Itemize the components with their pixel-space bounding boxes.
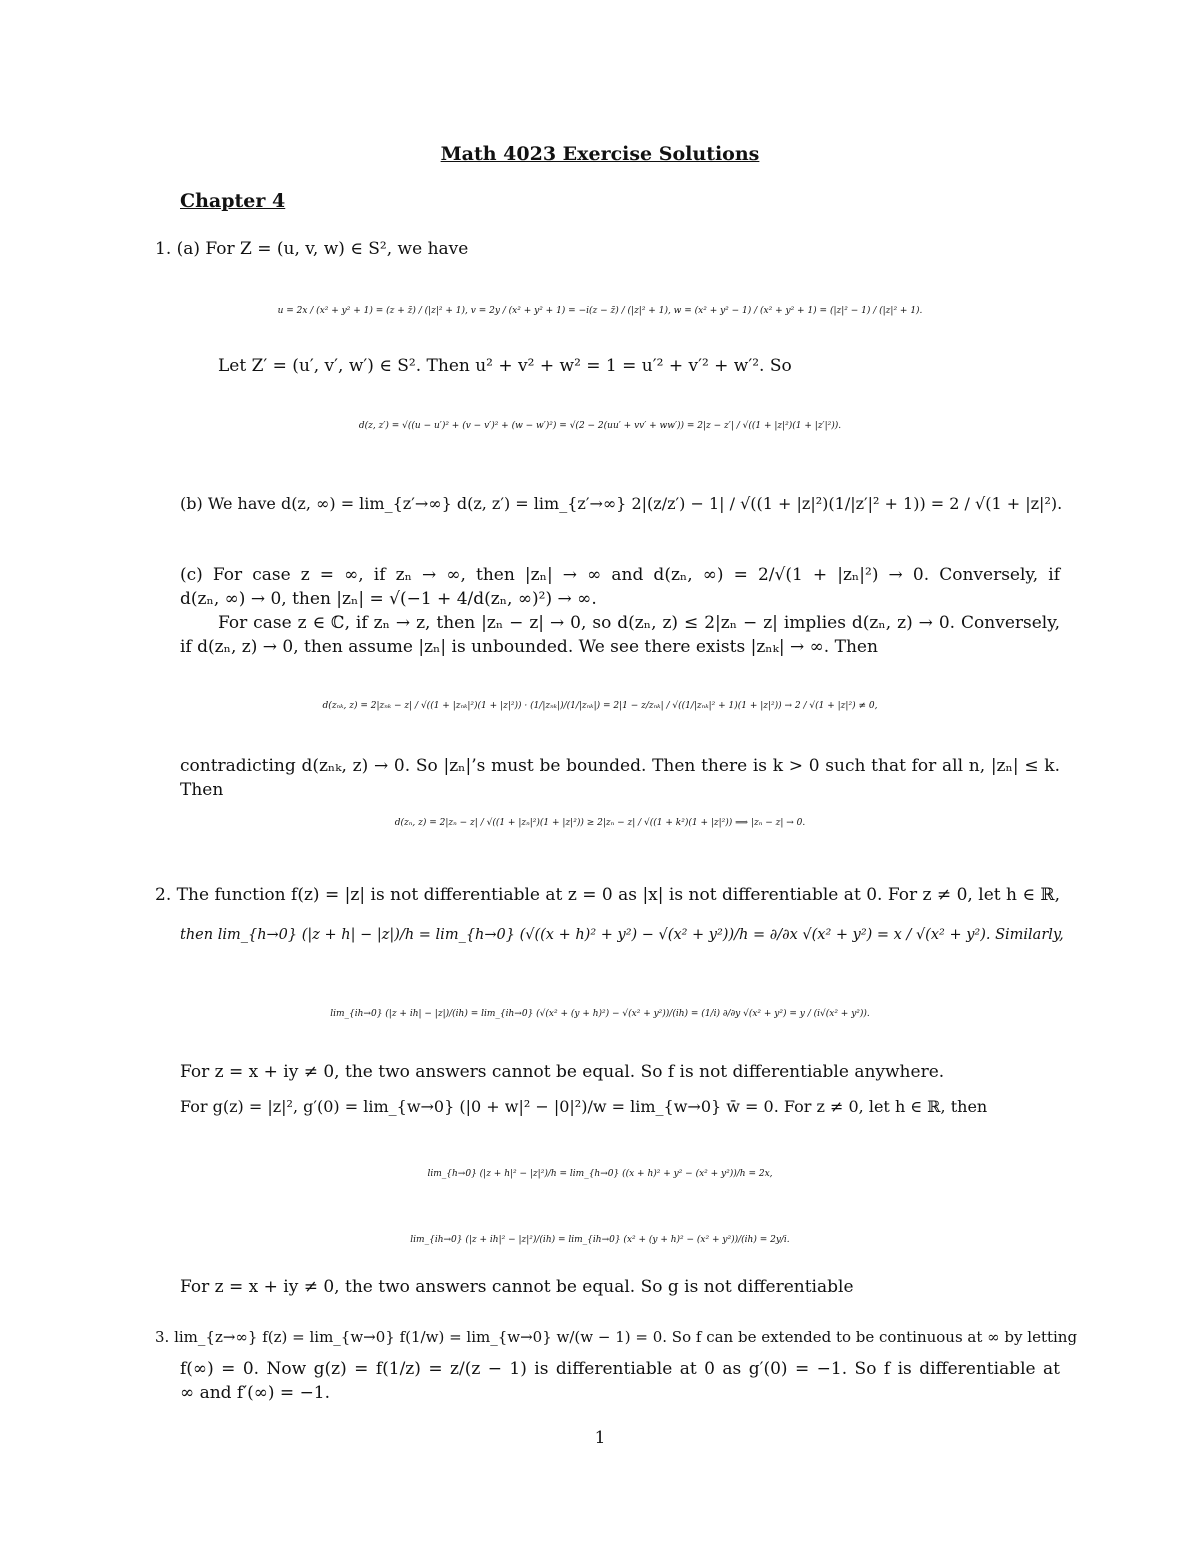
page-number: 1: [594, 1428, 606, 1448]
problem-1b: (b) We have d(z, ∞) = lim_{z′→∞} d(z, z′) = lim_{z′→∞} 2|(z/z′) − 1| / √((1 + |z|²)(1/|z′|² + 1)) = 2 / √(1 + |z|²).: [180, 494, 1063, 513]
equation-real-derivative: then lim_{h→0} (|z + h| − |z|)/h = lim_{h→0} (√((x + h)² + y²) − √(x² + y²))/h = ∂/∂x √(x² + y²) = x / √(x² + y²). Similarly,: [180, 927, 1064, 943]
problem-2-line4: For z = x + iy ≠ 0, the two answers cannot be equal. So g is not differentiable: [180, 1277, 854, 1297]
problem-3-line3: ∞ and f′(∞) = −1.: [180, 1383, 331, 1403]
problem-1a-text: Let Z′ = (u′, v′, w′) ∈ S². Then u² + v² + w² = 1 = u′² + v′² + w′². So: [218, 356, 792, 376]
problem-1c-line1: (c) For case z = ∞, if zₙ → ∞, then |zₙ| → ∞ and d(zₙ, ∞) = 2/√(1 + |zₙ|²) → 0. Conversely, if: [180, 565, 1060, 585]
problem-1c-line2: d(zₙ, ∞) → 0, then |zₙ| = √(−1 + 4/d(zₙ, ∞)²) → ∞.: [180, 589, 597, 609]
equation-subsequence: d(zₙₖ, z) = 2|zₙₖ − z| / √((1 + |zₙₖ|²)(1 + |z|²)) · (1/|zₙₖ|)/(1/|zₙₖ|) = 2|1 − z/zₙₖ| / √((1/|zₙₖ|² + 1)(1 + |z|²)) → 2 / √(1 + |z|²) ≠ 0,: [322, 701, 878, 711]
problem-2-line2: For z = x + iy ≠ 0, the two answers cannot be equal. So f is not differentiable anywhere.: [180, 1062, 945, 1082]
problem-1a-intro: 1. (a) For Z = (u, v, w) ∈ S², we have: [155, 239, 469, 259]
problem-2-line3: For g(z) = |z|², g′(0) = lim_{w→0} (|0 + w|² − |0|²)/w = lim_{w→0} w̄ = 0. For z ≠ 0, let h ∈ ℝ, then: [180, 1097, 988, 1116]
problem-1c-line6: Then: [180, 780, 224, 800]
problem-3-line2: f(∞) = 0. Now g(z) = f(1/z) = z/(z − 1) is differentiable at 0 as g′(0) = −1. So f is differentiable at: [180, 1359, 1060, 1379]
equation-bounded: d(zₙ, z) = 2|zₙ − z| / √((1 + |zₙ|²)(1 + |z|²)) ≥ 2|zₙ − z| / √((1 + k²)(1 + |z|²)) ⟹ |zₙ − z| → 0.: [394, 818, 806, 828]
problem-1c-line4: if d(zₙ, z) → 0, then assume |zₙ| is unbounded. We see there exists |zₙₖ| → ∞. Then: [180, 637, 878, 657]
problem-1c-line3: For case z ∈ ℂ, if zₙ → z, then |zₙ − z| → 0, so d(zₙ, z) ≤ 2|zₙ − z| implies d(zₙ, z) → 0. Conversely,: [218, 613, 1060, 633]
chapter-heading: Chapter 4: [180, 190, 286, 212]
equation-chordal-distance: d(z, z′) = √((u − u′)² + (v − v′)² + (w − w′)²) = √(2 − 2(uu′ + vv′ + ww′)) = 2|z − z′| / √((1 + |z|²)(1 + |z′|²)).: [358, 421, 842, 431]
equation-g-imag: lim_{ih→0} (|z + ih|² − |z|²)/(ih) = lim_{ih→0} (x² + (y + h)² − (x² + y²))/(ih) = 2y/i.: [410, 1235, 790, 1245]
problem-2-line1: 2. The function f(z) = |z| is not differentiable at z = 0 as |x| is not differentiable at 0. For z ≠ 0, let h ∈ ℝ,: [155, 885, 1060, 905]
problem-3-line1: 3. lim_{z→∞} f(z) = lim_{w→0} f(1/w) = lim_{w→0} w/(w − 1) = 0. So f can be extended to be continuous at ∞ by letting: [155, 1328, 1078, 1346]
document-title: Math 4023 Exercise Solutions: [440, 143, 760, 165]
equation-imag-derivative: lim_{ih→0} (|z + ih| − |z|)/(ih) = lim_{ih→0} (√(x² + (y + h)²) − √(x² + y²))/(ih) = (1/i) ∂/∂y √(x² + y²) = y / (i√(x² + y²)).: [330, 1009, 870, 1019]
problem-1c-line5: contradicting d(zₙₖ, z) → 0. So |zₙ|’s must be bounded. Then there is k > 0 such that for all n, |zₙ| ≤ k.: [180, 756, 1060, 776]
equation-g-real: lim_{h→0} (|z + h|² − |z|²)/h = lim_{h→0} ((x + h)² + y² − (x² + y²))/h = 2x,: [427, 1169, 773, 1179]
equation-uvw: u = 2x / (x² + y² + 1) = (z + z̄) / (|z|² + 1), v = 2y / (x² + y² + 1) = −i(z − z̄) / (|z|² + 1), w = (x² + y² − 1) / (x² + y² + 1) = (|z|² − 1) / (|z|² + 1).: [277, 306, 923, 316]
